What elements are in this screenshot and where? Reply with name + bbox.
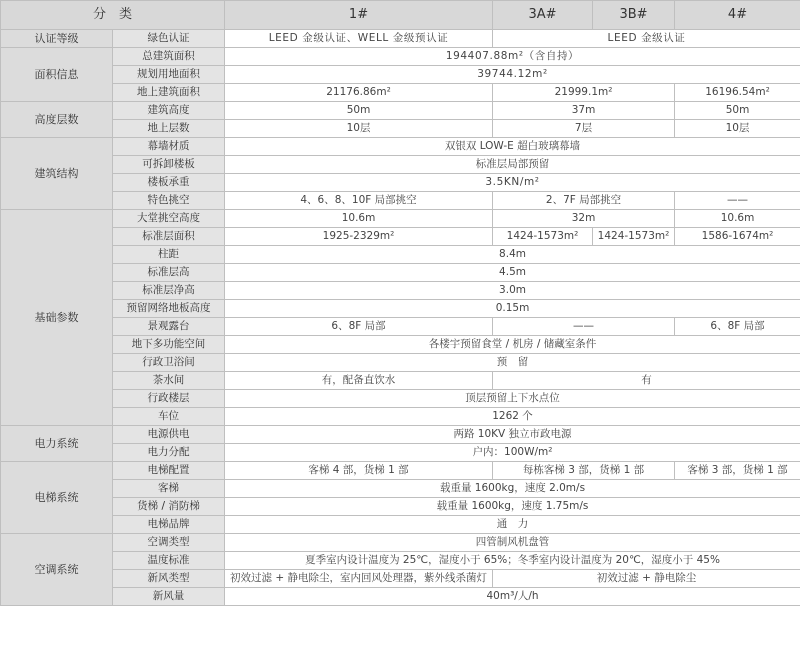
cell-value: 37m [493, 102, 675, 120]
cell-value: 194407.88m²（含自持） [225, 48, 800, 66]
section-power: 电力系统 [1, 426, 113, 462]
table-row [1, 66, 800, 84]
row-label: 车位 [113, 408, 225, 426]
cell-value: —— [493, 318, 675, 336]
table-row [1, 138, 800, 156]
cell-value: LEED 金级认证、WELL 金级预认证 [225, 30, 493, 48]
cell-value: 初效过滤 + 静电除尘，室内回风处理器，紫外线杀菌灯 [225, 570, 493, 588]
cell-value: 初效过滤 + 静电除尘 [493, 570, 800, 588]
table-row [1, 408, 800, 426]
table-row [1, 552, 800, 570]
table-row [1, 192, 800, 210]
cell-value: 夏季室内设计温度为 25℃，湿度小于 65%；冬季室内设计温度为 20℃，湿度小于 45% [225, 552, 800, 570]
row-label: 标准层净高 [113, 282, 225, 300]
section-area: 面积信息 [1, 48, 113, 102]
cell-value: 3.0m [225, 282, 800, 300]
row-label: 温度标准 [113, 552, 225, 570]
cell-value: 客梯 3 部，货梯 1 部 [675, 462, 800, 480]
row-label: 空调类型 [113, 534, 225, 552]
cell-value: 载重量 1600kg，速度 2.0m/s [225, 480, 800, 498]
cell-value: 1424-1573m² [493, 228, 593, 246]
section-cert: 认证等级 [1, 30, 113, 48]
row-label: 大堂挑空高度 [113, 210, 225, 228]
row-label: 电梯配置 [113, 462, 225, 480]
cell-value: 顶层预留上下水点位 [225, 390, 800, 408]
table-row [1, 48, 800, 66]
table-row [1, 84, 800, 102]
row-label: 地上建筑面积 [113, 84, 225, 102]
cell-value: 21176.86m² [225, 84, 493, 102]
cell-value: 各楼宇预留食堂 / 机房 / 储藏室条件 [225, 336, 800, 354]
row-label: 幕墙材质 [113, 138, 225, 156]
row-label: 规划用地面积 [113, 66, 225, 84]
row-label: 绿色认证 [113, 30, 225, 48]
table-row [1, 426, 800, 444]
row-label: 总建筑面积 [113, 48, 225, 66]
cell-value: 8.4m [225, 246, 800, 264]
table-row [1, 156, 800, 174]
table-row [1, 534, 800, 552]
cell-value: LEED 金级认证 [493, 30, 800, 48]
table-row [1, 516, 800, 534]
row-label: 柱距 [113, 246, 225, 264]
table-row [1, 480, 800, 498]
cell-value: 21999.1m² [493, 84, 675, 102]
cell-value: 1925-2329m² [225, 228, 493, 246]
cell-value: 有 [493, 372, 800, 390]
cell-value: 50m [225, 102, 493, 120]
row-label: 特色挑空 [113, 192, 225, 210]
row-label: 电梯品牌 [113, 516, 225, 534]
row-label: 标准层高 [113, 264, 225, 282]
cell-value: 预 留 [225, 354, 800, 372]
table-row [1, 570, 800, 588]
row-label: 建筑高度 [113, 102, 225, 120]
table-row [1, 498, 800, 516]
cell-value: 1586-1674m² [675, 228, 800, 246]
table-row [1, 30, 800, 48]
header-building-1: 1# [225, 1, 493, 30]
table-row [1, 282, 800, 300]
table-row [1, 264, 800, 282]
cell-value: 双银双 LOW-E 超白玻璃幕墙 [225, 138, 800, 156]
row-label: 地下多功能空间 [113, 336, 225, 354]
table-row [1, 300, 800, 318]
cell-value: 1262 个 [225, 408, 800, 426]
cell-value: 10层 [675, 120, 800, 138]
cell-value: 16196.54m² [675, 84, 800, 102]
section-height: 高度层数 [1, 102, 113, 138]
row-label: 货梯 / 消防梯 [113, 498, 225, 516]
cell-value: 10.6m [675, 210, 800, 228]
table-row [1, 228, 800, 246]
cell-value: 四管制风机盘管 [225, 534, 800, 552]
table-row [1, 372, 800, 390]
cell-value: 客梯 4 部，货梯 1 部 [225, 462, 493, 480]
cell-value: 通 力 [225, 516, 800, 534]
cell-value: 39744.12m² [225, 66, 800, 84]
row-label: 新风类型 [113, 570, 225, 588]
section-basic: 基础参数 [1, 210, 113, 426]
cell-value: 标准层局部预留 [225, 156, 800, 174]
row-label: 客梯 [113, 480, 225, 498]
table-row [1, 318, 800, 336]
row-label: 新风量 [113, 588, 225, 606]
header-building-3b: 3B# [593, 1, 675, 30]
cell-value: 40m³/人/h [225, 588, 800, 606]
cell-value: 有，配备直饮水 [225, 372, 493, 390]
table-row [1, 390, 800, 408]
cell-value: 4、6、8、10F 局部挑空 [225, 192, 493, 210]
cell-value: 50m [675, 102, 800, 120]
table-row [1, 462, 800, 480]
cell-value: 6、8F 局部 [675, 318, 800, 336]
table-row [1, 444, 800, 462]
row-label: 可拆卸楼板 [113, 156, 225, 174]
row-label: 行政楼层 [113, 390, 225, 408]
cell-value: 10层 [225, 120, 493, 138]
table-row [1, 588, 800, 606]
row-label: 行政卫浴间 [113, 354, 225, 372]
section-hvac: 空调系统 [1, 534, 113, 606]
table-row [1, 120, 800, 138]
row-label: 标准层面积 [113, 228, 225, 246]
table-row [1, 174, 800, 192]
row-label: 楼板承重 [113, 174, 225, 192]
cell-value: 32m [493, 210, 675, 228]
cell-value: 0.15m [225, 300, 800, 318]
row-label: 电源供电 [113, 426, 225, 444]
row-label: 电力分配 [113, 444, 225, 462]
table-row [1, 336, 800, 354]
table-row [1, 210, 800, 228]
header-building-4: 4# [675, 1, 800, 30]
cell-value: 4.5m [225, 264, 800, 282]
cell-value: 2、7F 局部挑空 [493, 192, 675, 210]
header-category: 分 类 [1, 1, 225, 30]
row-label: 地上层数 [113, 120, 225, 138]
cell-value: 载重量 1600kg，速度 1.75m/s [225, 498, 800, 516]
table-row [1, 354, 800, 372]
table-header-row [1, 1, 800, 30]
cell-value: 6、8F 局部 [225, 318, 493, 336]
section-elevator: 电梯系统 [1, 462, 113, 534]
row-label: 预留网络地板高度 [113, 300, 225, 318]
cell-value: —— [675, 192, 800, 210]
cell-value: 1424-1573m² [593, 228, 675, 246]
cell-value: 10.6m [225, 210, 493, 228]
cell-value: 3.5KN/m² [225, 174, 800, 192]
table-row [1, 246, 800, 264]
row-label: 茶水间 [113, 372, 225, 390]
cell-value: 7层 [493, 120, 675, 138]
row-label: 景观露台 [113, 318, 225, 336]
header-building-3a: 3A# [493, 1, 593, 30]
cell-value: 户内：100W/m² [225, 444, 800, 462]
table-row [1, 102, 800, 120]
cell-value: 两路 10KV 独立市政电源 [225, 426, 800, 444]
section-structure: 建筑结构 [1, 138, 113, 210]
cell-value: 每栋客梯 3 部，货梯 1 部 [493, 462, 675, 480]
